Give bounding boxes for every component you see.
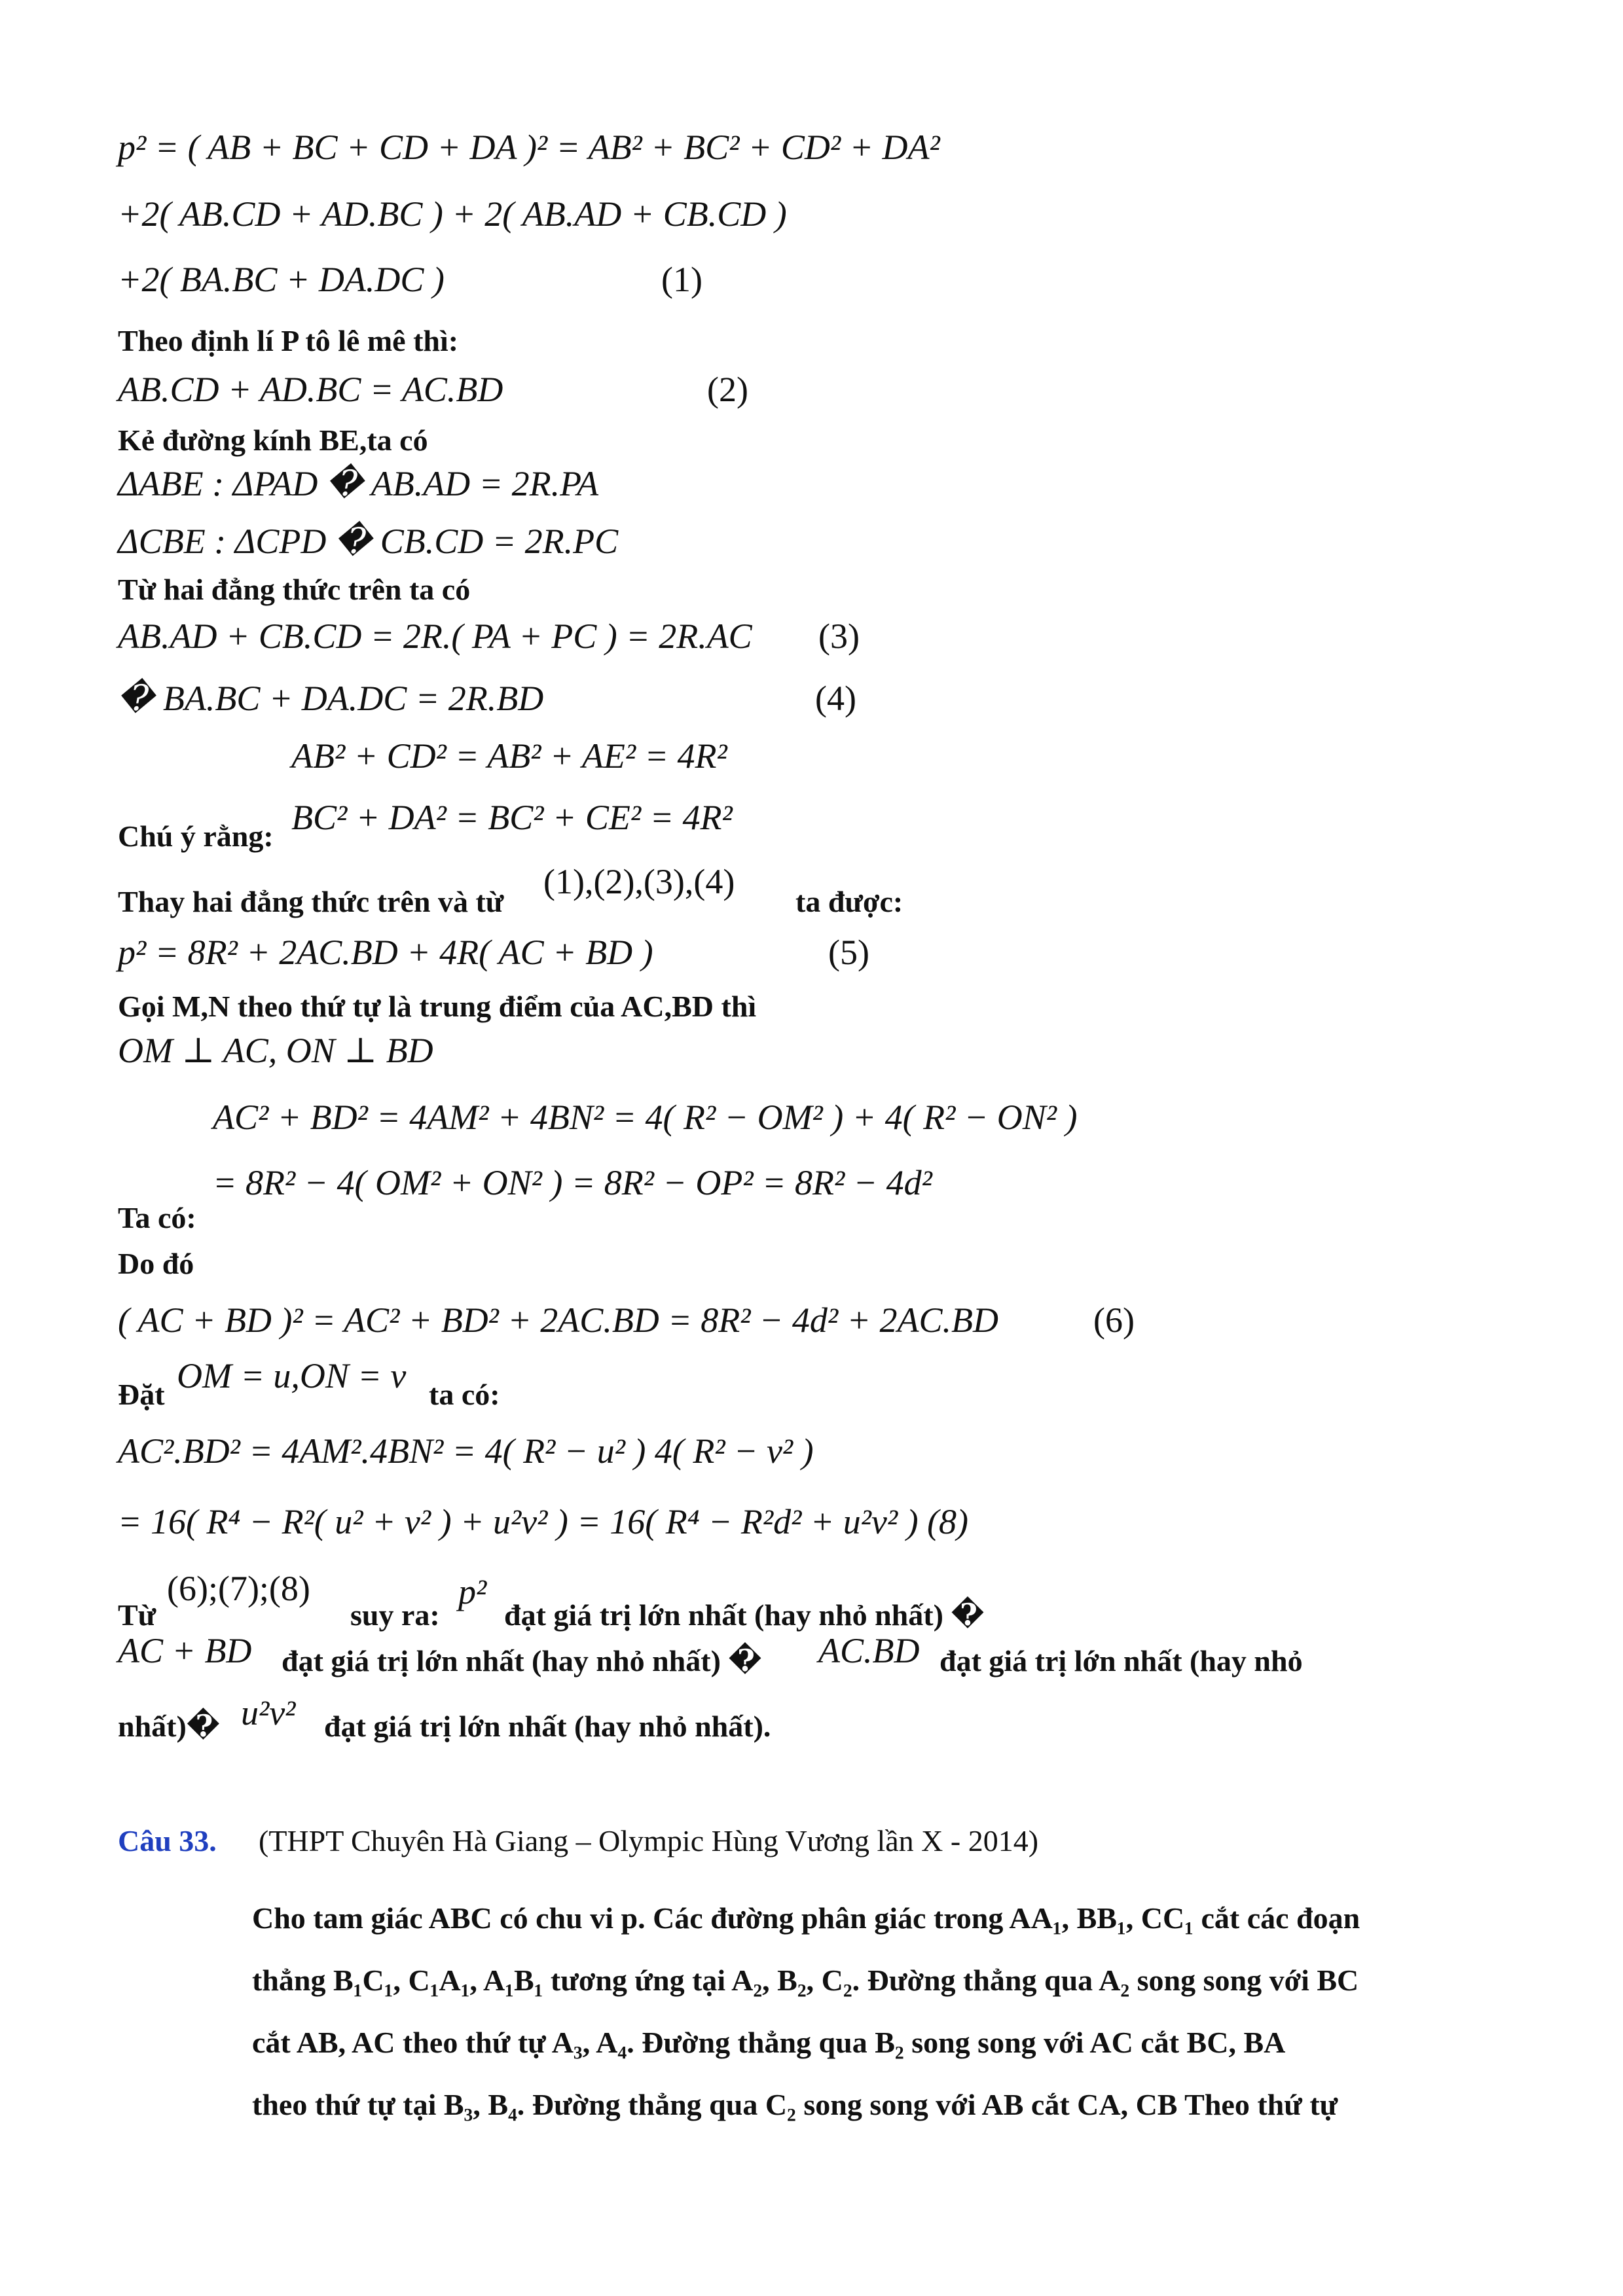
eq-product-expanded: = 16( R⁴ − R²( u² + v² ) + u²v² ) = 16( R⁴ − R²d² + u²v² ) (8) <box>118 1502 969 1541</box>
text-diameter: Kẻ đường kính BE,ta có <box>118 423 428 457</box>
eq-ac-dot-bd: AC.BD <box>818 1631 920 1670</box>
text-max-4: đạt giá trị lớn nhất (hay nhỏ nhất). <box>324 1710 771 1743</box>
eq-number-3: (3) <box>818 617 860 656</box>
eq-om-on: OM = u,ON = v <box>177 1356 407 1395</box>
eq-sum-squared: ( AC + BD )² = AC² + BD² + 2AC.BD = 8R² − 4d² + 2AC.BD <box>118 1300 998 1340</box>
eq-line-4a: � BA.BC + DA.DC = 2R.BD <box>118 679 544 718</box>
text-from: Từ <box>118 1598 156 1632</box>
eq-op-distance: = 8R² − 4( OM² + ON² ) = 8R² − OP² = 8R² − 4d² <box>213 1163 932 1202</box>
eq-sum-squares-1: AB² + CD² = AB² + AE² = 4R² <box>291 736 727 776</box>
eq-line-3: +2( BA.BC + DA.DC ) <box>118 260 445 299</box>
eq-line-2: +2( AB.CD + AD.BC ) + 2( AB.AD + CB.CD ) <box>118 194 787 234</box>
eq-ptolemy: AB.CD + AD.BC = AC.BD <box>118 370 503 409</box>
text-note: Chú ý rằng: <box>118 819 274 853</box>
eq-number-1: (1) <box>661 260 702 299</box>
text-set: Đặt <box>118 1378 165 1411</box>
text-max-2: đạt giá trị lớn nhất (hay nhỏ nhất) � <box>282 1644 762 1677</box>
eq-line-3a: AB.AD + CB.CD = 2R.( PA + PC ) = 2R.AC <box>118 617 752 656</box>
eq-line-1: p² = ( AB + BC + CD + DA )² = AB² + BC² + CD² + DA² <box>118 128 940 167</box>
question-label: Câu 33. <box>118 1824 217 1857</box>
eq-number-5: (5) <box>828 933 869 972</box>
eq-product: AC².BD² = 4AM².4BN² = 4( R² − u² ) 4( R² − v² ) <box>118 1431 814 1471</box>
text-max-1: đạt giá trị lớn nhất (hay nhỏ nhất) � <box>504 1598 985 1632</box>
question-para-2: thẳng B₁C₁, C₁A₁, A₁B₁ tương ứng tại A₂, B₂, C₂. Đường thẳng qua A₂ song song với BC <box>252 1964 1359 1997</box>
eq-ac-plus-bd: AC + BD <box>118 1631 252 1670</box>
eq-number-4: (4) <box>815 679 856 718</box>
text-we-have-2: ta có: <box>429 1378 500 1411</box>
text-midpoints: Gọi M,N theo thứ tự là trung điểm của AC,BD thì <box>118 990 757 1023</box>
question-para-1: Cho tam giác ABC có chu vi p. Các đường phân giác trong AA₁, BB₁, CC₁ cắt các đoạn <box>252 1901 1360 1935</box>
text-min-prefix: nhất)� <box>118 1710 221 1743</box>
text-max-3: đạt giá trị lớn nhất (hay nhỏ <box>939 1644 1303 1677</box>
text-from-two: Từ hai đẳng thức trên ta có <box>118 573 471 606</box>
question-source: (THPT Chuyên Hà Giang – Olympic Hùng Vương lần X - 2014) <box>259 1824 1039 1857</box>
eq-similar-1: ΔABE : ΔPAD � AB.AD = 2R.PA <box>118 464 599 503</box>
eq-perpendicular: OM ⊥ AC, ON ⊥ BD <box>118 1031 433 1070</box>
text-substitute: Thay hai đẳng thức trên và từ <box>118 885 504 918</box>
text-ptolemy: Theo định lí P tô lê mê thì: <box>118 324 459 357</box>
eq-p-squared: p² = 8R² + 2AC.BD + 4R( AC + BD ) <box>118 933 653 972</box>
eq-refs-6-8: (6);(7);(8) <box>167 1569 310 1608</box>
eq-number-6: (6) <box>1093 1300 1135 1340</box>
eq-u2v2: u²v² <box>241 1693 296 1732</box>
eq-number-2: (2) <box>707 370 748 409</box>
question-para-3: cắt AB, AC theo thứ tự A₃, A₄. Đường thẳng qua B₂ song song với AC cắt BC, BA <box>252 2026 1286 2059</box>
eq-refs-1-4: (1),(2),(3),(4) <box>543 862 735 901</box>
text-deduce: suy ra: <box>350 1598 440 1632</box>
text-we-get: ta được: <box>795 885 903 918</box>
eq-ac-bd-squares: AC² + BD² = 4AM² + 4BN² = 4( R² − OM² ) + 4( R² − ON² ) <box>213 1098 1078 1137</box>
text-therefore: Do đó <box>118 1247 194 1280</box>
eq-p2-inline: p² <box>458 1572 487 1611</box>
text-we-have: Ta có: <box>118 1201 196 1234</box>
eq-sum-squares-2: BC² + DA² = BC² + CE² = 4R² <box>291 798 733 837</box>
eq-similar-2: ΔCBE : ΔCPD � CB.CD = 2R.PC <box>118 522 619 561</box>
question-para-4: theo thứ tự tại B₃, B₄. Đường thẳng qua C₂ song song với AB cắt CA, CB Theo thứ tự <box>252 2088 1338 2121</box>
